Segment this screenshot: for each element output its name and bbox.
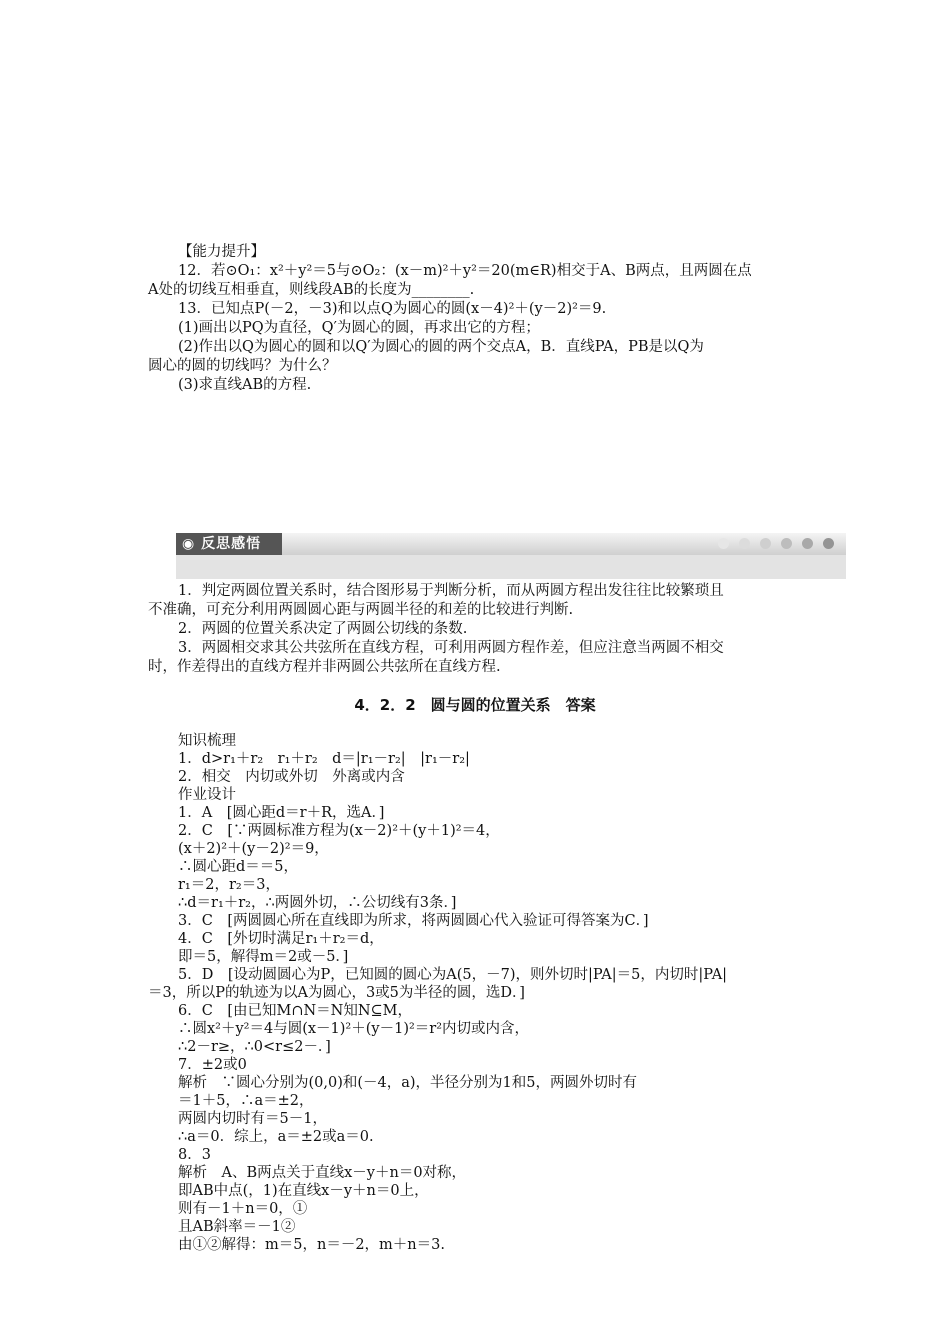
- answer-line: 5．D [设动圆圆心为P，已知圆的圆心为A(5，－7)，则外切时|PA|＝5，内切时|PA|: [178, 967, 728, 983]
- answer-line: 解析 A、B两点关于直线x－y＋n＝0对称，: [178, 1165, 467, 1181]
- answer-line: ∴圆x²＋y²＝4与圆(x－1)²＋(y－1)²＝r²内切或内含，: [178, 1021, 530, 1037]
- decor-dot-icon: [781, 538, 792, 549]
- answer-line: ∴圆心距d＝＝5，: [178, 859, 299, 875]
- answer-line: ∴a＝0．综上，a＝±2或a＝0.: [178, 1129, 374, 1145]
- answer-line: 3．C [两圆圆心所在直线即为所求，将两圆圆心代入验证可得答案为C．]: [178, 913, 649, 929]
- answer-line: 1．A [圆心距d＝r＋R，选A．]: [178, 805, 385, 821]
- answer-line: 2．相交 内切或外切 外离或内含: [178, 769, 405, 785]
- question-13-part-1: (1)画出以PQ为直径，Q′为圆心的圆，再求出它的方程；: [178, 320, 540, 336]
- answer-line: ＝3，所以P的轨迹为以A为圆心，3或5为半径的圆，选D．]: [148, 985, 525, 1001]
- question-13-part-3: (3)求直线AB的方程.: [178, 377, 312, 393]
- decor-dot-icon: [760, 538, 771, 549]
- reflection-point-3-line-1: 3．两圆相交求其公共弦所在直线方程，可利用两圆方程作差，但应注意当两圆不相交: [178, 640, 724, 656]
- reflection-point-1-line-1: 1．判定两圆位置关系时，结合图形易于判断分析，而从两圆方程出发往往比较繁琐且: [178, 583, 724, 599]
- answer-line: ＝1＋5，∴a＝±2，: [178, 1093, 314, 1109]
- decor-dot-icon: [739, 538, 750, 549]
- question-12-line-2: A处的切线互相垂直，则线段AB的长度为________.: [148, 282, 475, 298]
- section-heading: 【能力提升】: [178, 244, 265, 260]
- answer-line: 2．C [∵两圆标准方程为(x－2)²＋(y＋1)²＝4，: [178, 823, 500, 839]
- answer-line: 即＝5，解得m＝2或－5．]: [178, 949, 349, 965]
- question-13-part-2-line-2: 圆心的圆的切线吗？为什么？: [148, 358, 337, 374]
- question-12-line-1: 12．若⊙O₁：x²＋y²＝5与⊙O₂：(x－m)²＋y²＝20(m∈R)相交于A、B两点，且两圆在点: [178, 263, 752, 279]
- question-13-line-1: 13．已知点P(－2，－3)和以点Q为圆心的圆(x－4)²＋(y－2)²＝9.: [178, 301, 607, 317]
- answer-line: 7．±2或0: [178, 1057, 247, 1073]
- decor-dot-icon: [823, 538, 834, 549]
- answer-line: 且AB斜率＝－1②: [178, 1219, 296, 1235]
- answer-line: 即AB中点(，1)在直线x－y＋n＝0上，: [178, 1183, 429, 1199]
- answer-line: 1．d>r₁＋r₂ r₁＋r₂ d＝|r₁－r₂| |r₁－r₂|: [178, 751, 470, 767]
- decor-dot-icon: [718, 538, 729, 549]
- reflection-label: ◉ 反思感悟: [176, 533, 282, 555]
- answer-line: 由①②解得：m＝5，n＝－2，m＋n＝3.: [178, 1237, 445, 1253]
- answer-line: 作业设计: [178, 787, 236, 803]
- answer-line: (x＋2)²＋(y－2)²＝9，: [178, 841, 329, 857]
- answer-line: r₁＝2，r₂＝3，: [178, 877, 280, 893]
- reflection-point-2: 2．两圆的位置关系决定了两圆公切线的条数.: [178, 621, 468, 637]
- question-13-part-2-line-1: (2)作出以Q为圆心的圆和以Q′为圆心的圆的两个交点A，B．直线PA，PB是以Q为: [178, 339, 704, 355]
- reflection-header-band: [176, 555, 846, 579]
- answer-line: ∴d＝r₁＋r₂，∴两圆外切，∴公切线有3条．]: [178, 895, 457, 911]
- answer-line: 4．C [外切时满足r₁＋r₂＝d，: [178, 931, 384, 947]
- answer-line: 两圆内切时有＝5－1，: [178, 1111, 327, 1127]
- decor-dot-icon: [802, 538, 813, 549]
- answer-line: 知识梳理: [178, 733, 236, 749]
- reflection-point-1-line-2: 不准确，可充分利用两圆圆心距与两圆半径的和差的比较进行判断.: [148, 602, 574, 618]
- reflection-point-3-line-2: 时，作差得出的直线方程并非两圆公共弦所在直线方程.: [148, 659, 501, 675]
- answer-line: 6．C [由已知M∩N＝N知N⊆M，: [178, 1003, 413, 1019]
- answer-line: 则有－1＋n＝0，①: [178, 1201, 308, 1217]
- answer-line: 解析 ∵圆心分别为(0,0)和(－4，a)，半径分别为1和5，两圆外切时有: [178, 1075, 638, 1091]
- answer-line: ∴2－r≥，∴0<r≤2－．]: [178, 1039, 331, 1055]
- answers-title: 4．2．2 圆与圆的位置关系 答案: [354, 696, 596, 714]
- answer-line: 8．3: [178, 1147, 211, 1163]
